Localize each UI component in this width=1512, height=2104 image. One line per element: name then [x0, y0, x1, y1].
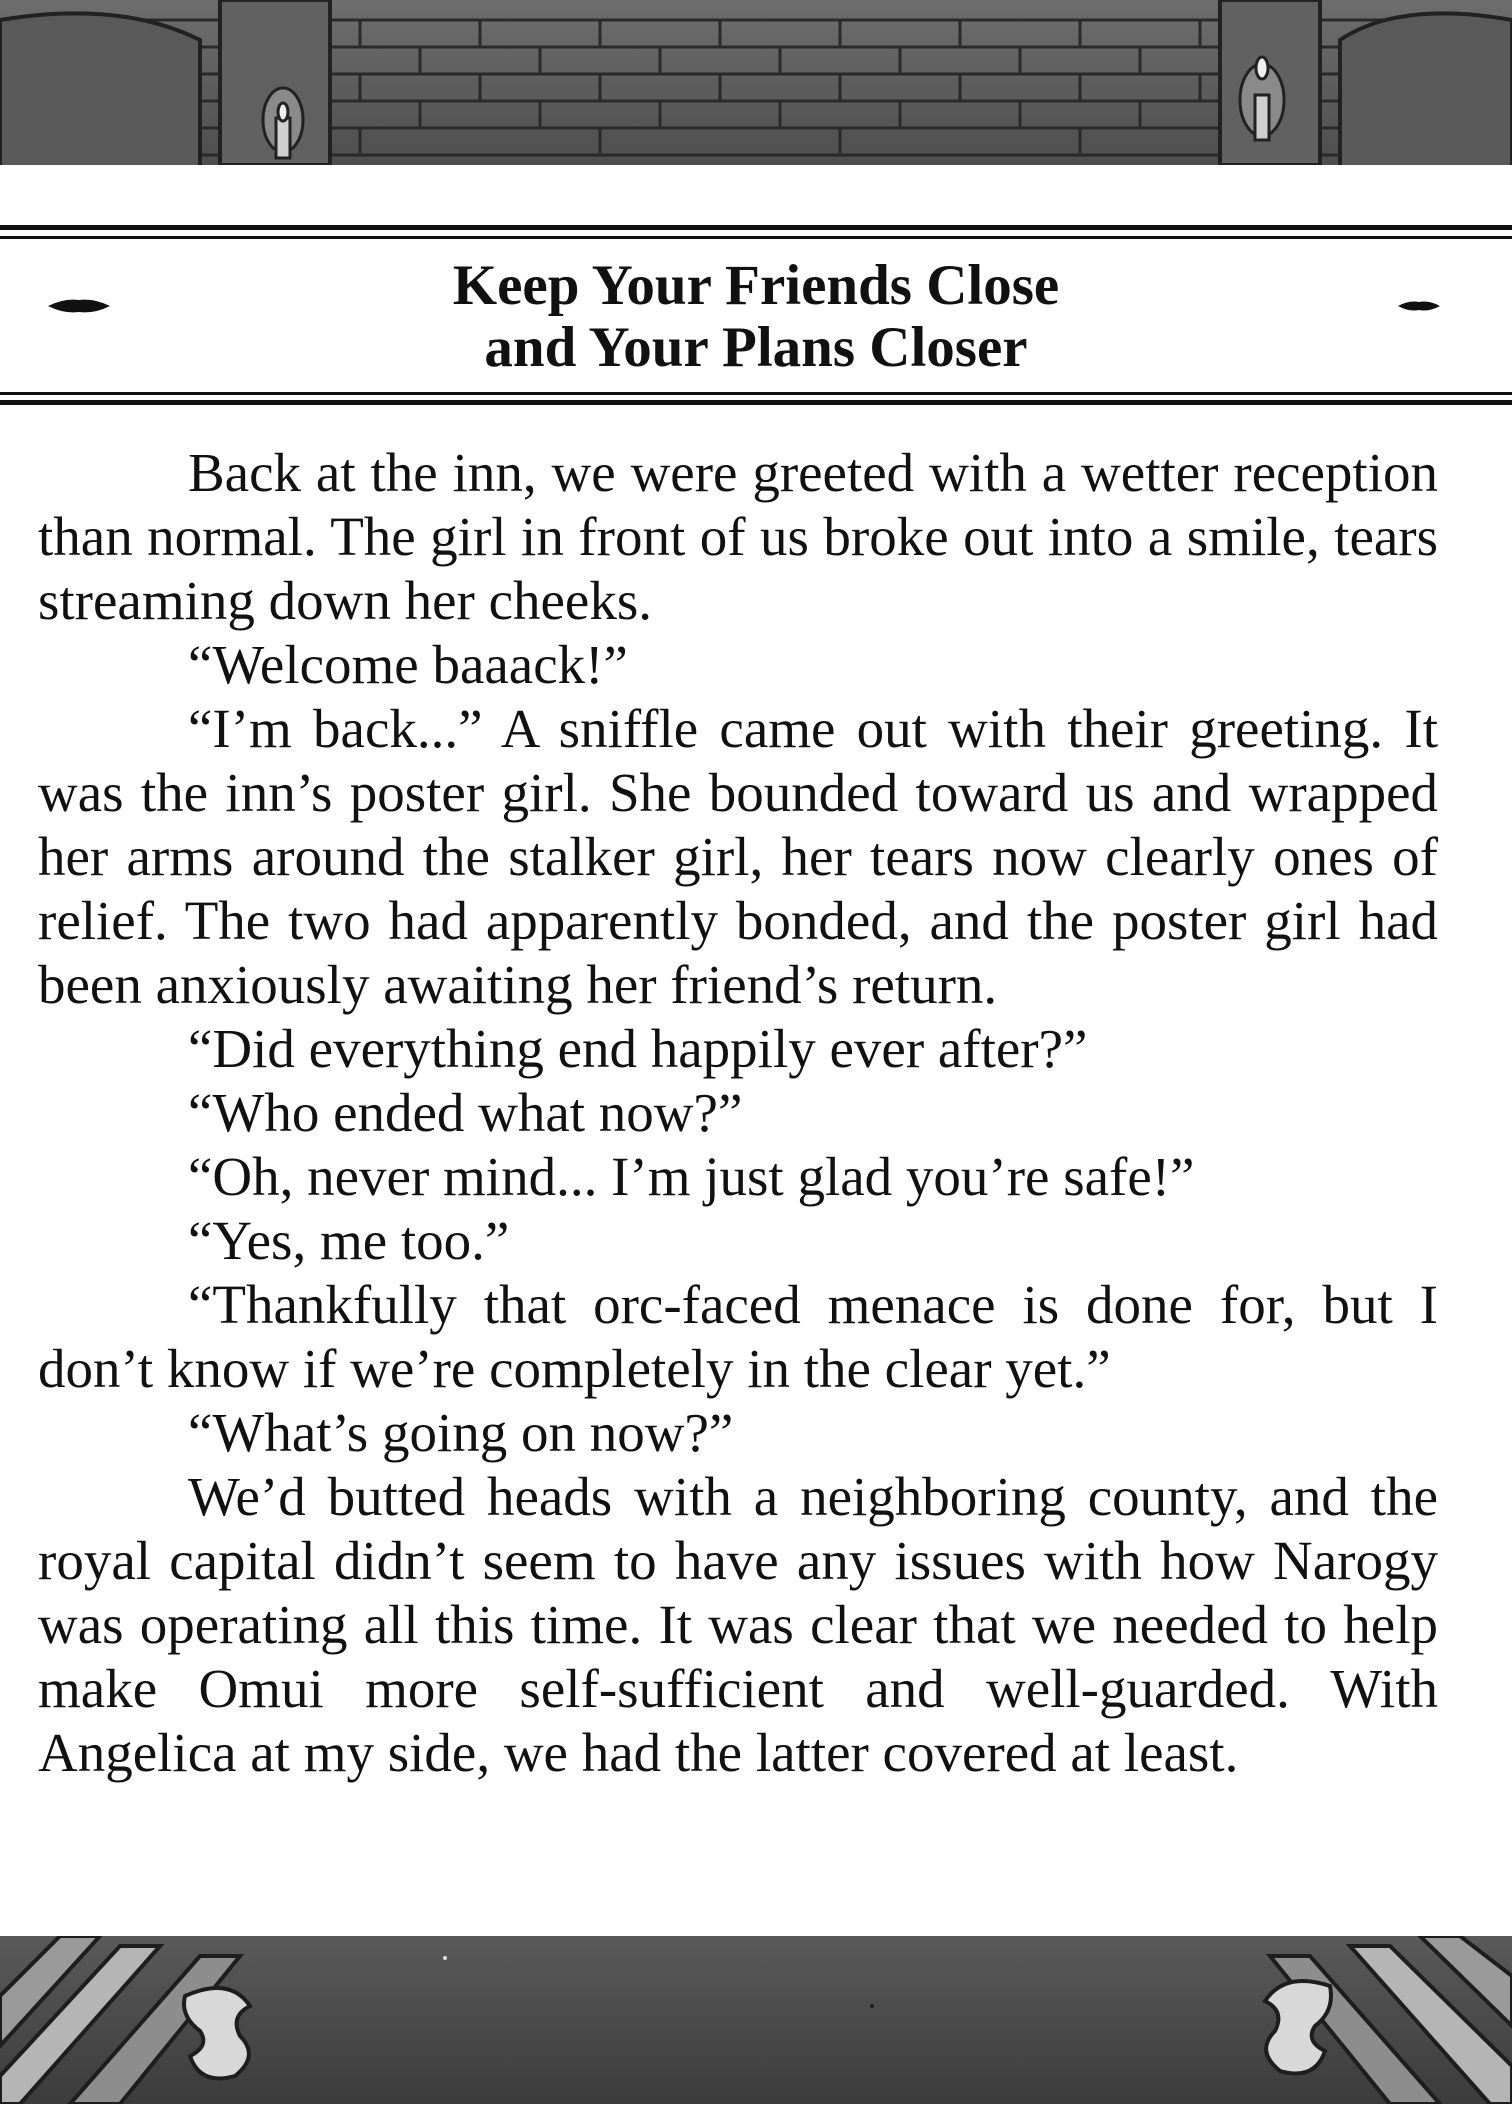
right-arch — [1340, 13, 1512, 165]
chapter-title-band — [0, 225, 1512, 405]
left-arch — [0, 13, 200, 165]
paragraph: “What’s going on now?” — [188, 1402, 734, 1463]
ornate-frame-illustration — [0, 1936, 1512, 2104]
title-top-rule-outer — [0, 225, 1512, 230]
paragraph: “Welcome baaack!” — [188, 634, 628, 695]
header-illustration — [0, 0, 1512, 165]
paragraph: “Who ended what now?” — [188, 1082, 743, 1143]
paragraph: “Yes, me too.” — [188, 1210, 510, 1271]
footer-illustration — [0, 1936, 1512, 2104]
title-bottom-rule-inner — [0, 392, 1512, 395]
title-bottom-rule-outer — [0, 400, 1512, 405]
paragraph: “Did everything end happily ever after?” — [188, 1018, 1088, 1079]
title-top-rule-inner — [0, 236, 1512, 239]
chapter-title-line-2: and Your Plans Closer — [484, 316, 1028, 379]
chapter-title-line-1: Keep Your Friends Close — [452, 254, 1060, 317]
paragraph: Back at the inn, we were greeted with a wetter reception than normal. The girl in front of us broke out into a smile, tears streaming down her cheeks. — [38, 442, 1438, 631]
paragraph: “Thankfully that orc-faced menace is done for, but I don’t know if we’re completely in the clear yet.” — [38, 1274, 1438, 1399]
paragraph: “I’m back...” A sniffle came out with their greeting. It was the inn’s poster girl. She bounded toward us and wrapped her arms around the stalker girl, her tears now clearly ones of relief. The two had apparently bonded, and the poster girl had been anxiously awaiting her friend’s return. — [38, 698, 1438, 1015]
body-text — [38, 441, 1438, 1785]
brick-wall-illustration — [0, 0, 1512, 165]
paragraph: “Oh, never mind... I’m just glad you’re safe!” — [188, 1146, 1195, 1207]
paragraph: We’d butted heads with a neighboring county, and the royal capital didn’t seem to have any issues with how Narogy was operating all this time. It was clear that we needed to help make Omui more self-sufficient and well-guarded. With Angelica at my side, we had the latter covered at least. — [38, 1466, 1438, 1783]
